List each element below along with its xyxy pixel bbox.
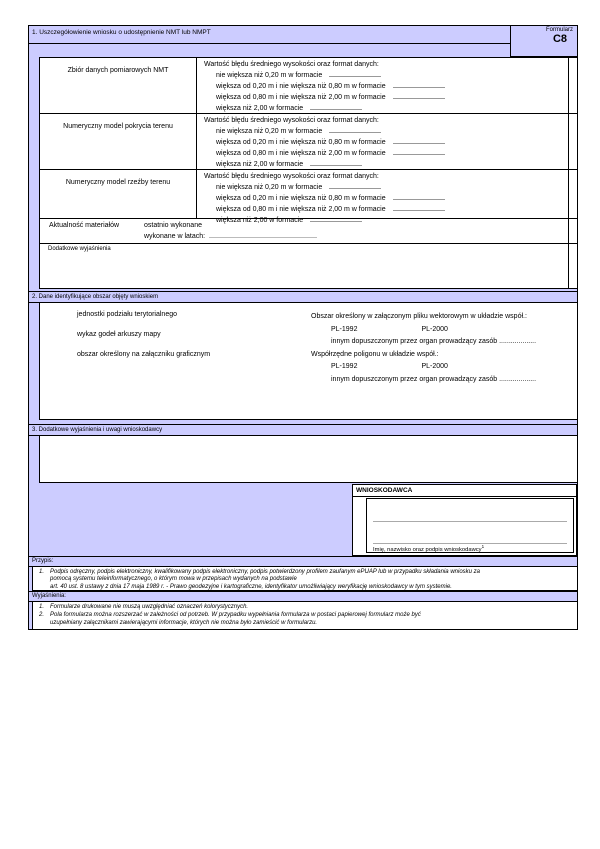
- wnioskodawca-title: WNIOSKODAWCA: [353, 485, 576, 497]
- option-label: większa od 0,20 m i nie większa niż 0,80 m w formacie: [216, 83, 386, 90]
- right-spacer: [568, 114, 577, 169]
- przypis-box: [32, 567, 578, 591]
- wyjasnienia-item-number: 2.: [39, 612, 45, 619]
- format-field[interactable]: [329, 70, 381, 77]
- right-spacer: [568, 219, 577, 243]
- error-heading: Wartość błędu średniego wysokości oraz format danych:: [204, 117, 379, 124]
- section3-title: 3. Dodatkowe wyjaśnienia i uwagi wnioskodawcy: [29, 424, 577, 436]
- section1-header: [29, 26, 577, 57]
- wyjasnienia-item-line: uzupełniany załącznikami zawierającymi informacje, których nie można było zamieścić w formularzu.: [50, 619, 318, 626]
- row-label: Numeryczny model rzeźby terenu: [40, 170, 197, 218]
- option-label: większa niż 2,00 w formacie: [216, 105, 304, 112]
- format-field[interactable]: [393, 193, 445, 200]
- format-field[interactable]: [329, 182, 381, 189]
- signature-footnote-ref: 1: [481, 544, 485, 549]
- wyjasnienia-item-line: Formularze drukowane nie muszą uwzględniać oznaczeń kolorystycznych.: [50, 604, 249, 610]
- option-label: nie większa niż 0,20 m w formacie: [216, 184, 323, 191]
- crs-other-field[interactable]: ...................: [499, 375, 537, 383]
- format-field[interactable]: [393, 204, 445, 211]
- row-zbior-danych-nmt: [40, 58, 577, 114]
- section2-title: 2. Dane identyfikujące obszar objęty wnioskiem: [29, 291, 577, 303]
- przypis-item-number: 1.: [39, 569, 45, 575]
- crs-pl1992: PL-1992: [331, 363, 358, 370]
- years-field[interactable]: [209, 231, 317, 238]
- format-field[interactable]: [310, 159, 362, 166]
- format-field[interactable]: [310, 103, 362, 110]
- right-spacer: [568, 244, 577, 288]
- row-model-rzezby: [40, 170, 577, 224]
- option-label: nie większa niż 0,20 m w formacie: [216, 128, 323, 135]
- section1-table: [39, 57, 578, 289]
- crs-other-field[interactable]: ...................: [499, 338, 537, 345]
- crs-pl2000: PL-2000: [421, 363, 448, 370]
- row-aktualnosc: [40, 219, 577, 244]
- formularz-cell: [510, 26, 577, 57]
- polygon-heading: Współrzędne poligonu w układzie współ.:: [311, 350, 439, 358]
- signature-box[interactable]: [366, 498, 574, 553]
- option-label: większa od 0,80 m i nie większa niż 2,00 m w formacie: [216, 94, 386, 101]
- option-label: większa od 0,80 m i nie większa niż 2,00 m w formacie: [216, 150, 386, 157]
- row-model-pokrycia: [40, 114, 577, 170]
- wyjasnienia-title: Wyjaśnienia:: [29, 591, 577, 602]
- section3-comments-field[interactable]: [39, 436, 578, 483]
- przypis-title: Przypis:: [29, 556, 577, 567]
- option-label: większa od 0,80 m i nie większa niż 2,00 m w formacie: [216, 206, 386, 213]
- format-field[interactable]: [393, 148, 445, 155]
- form-c8: [28, 25, 578, 630]
- aktualnosc-option-recent: ostatnio wykonane: [144, 222, 202, 229]
- area-option-zalacznik: obszar określony na załączniku graficznym: [77, 351, 211, 358]
- row-label: Numeryczny model pokrycia terenu: [40, 114, 197, 169]
- dodatkowe-wyjasnienia-label: Dodatkowe wyjaśnienia: [48, 246, 111, 252]
- formularz-label: Formularz: [545, 27, 573, 33]
- option-label: większa niż 2,00 w formacie: [216, 217, 304, 224]
- error-heading: Wartość błędu średniego wysokości oraz format danych:: [204, 61, 379, 68]
- formularz-code: C8: [552, 33, 567, 45]
- vector-file-heading: Obszar określony w załączonym pliku wektorowym w układzie współ.:: [311, 313, 527, 320]
- row-label: Zbiór danych pomiarowych NMT: [40, 58, 197, 113]
- wyjasnienia-item-number: 1.: [39, 604, 45, 610]
- wnioskodawca-cell: [352, 484, 577, 556]
- wyjasnienia-item-line: Pola formularza można rozszerzać w zależności od potrzeb. W przypadku wypełniania formularza w postaci papierowej formularz może być: [50, 612, 421, 619]
- aktualnosc-label: Aktualność materiałów: [49, 222, 120, 229]
- crs-other-label: innym dopuszczonym przez organ prowadzący zasób: [331, 338, 498, 345]
- format-field[interactable]: [393, 137, 445, 144]
- option-label: większa niż 2,00 w formacie: [216, 161, 304, 168]
- format-field[interactable]: [329, 126, 381, 133]
- error-heading: Wartość błędu średniego wysokości oraz format danych:: [204, 173, 379, 180]
- right-spacer: [568, 170, 577, 218]
- crs-pl1992: PL-1992: [331, 325, 358, 333]
- section1-title: 1. Uszczegółowienie wniosku o udostępnienie NMT lub NMPT: [29, 26, 510, 44]
- przypis-item-line: art. 40 ust. 8 ustawy z dnia 17 maja 1989 r. - Prawo geodezyjne i kartograficzne, identyfikator umożliwiający weryfikację wnioskodawcy w tym systemie.: [50, 583, 452, 590]
- przypis-item: [39, 569, 573, 591]
- signature-label: Imię, nazwisko oraz podpis wnioskodawcy: [373, 546, 482, 553]
- format-field[interactable]: [393, 81, 445, 88]
- format-field[interactable]: [393, 92, 445, 99]
- dodatkowe-wyjasnienia-field[interactable]: [40, 244, 568, 288]
- area-option-jednostki: jednostki podziału terytorialnego: [77, 311, 178, 318]
- option-label: większa od 0,20 m i nie większa niż 0,80 m w formacie: [216, 139, 386, 146]
- wnioskodawca-row: [29, 483, 577, 556]
- wyjasnienia-box: [32, 602, 578, 630]
- section2-box: [39, 303, 578, 420]
- przypis-item-line: Podpis odręczny, podpis elektroniczny, kwalifikowany podpis elektroniczny, podpis potwierdzony profilem zaufanym ePUAP lub w przypadku składania wniosku za: [50, 569, 480, 575]
- right-spacer: [568, 58, 577, 113]
- option-label: nie większa niż 0,20 m w formacie: [216, 72, 323, 79]
- aktualnosc-option-years: wykonane w latach:: [144, 233, 206, 240]
- wyjasnienia-item: [39, 604, 573, 611]
- crs-other-label: innym dopuszczonym przez organ prowadzący zasób: [331, 375, 498, 383]
- przypis-item-line: pomocą systemu teleinformatycznego, o którym mowa w przepisach wydanych na podstawie: [50, 576, 297, 583]
- crs-pl2000: PL-2000: [421, 325, 448, 333]
- wyjasnienia-item: [39, 612, 573, 627]
- area-option-godla: wykaz godeł arkuszy mapy: [77, 331, 161, 338]
- row-dodatkowe-wyjasnienia: [40, 244, 577, 288]
- option-label: większa od 0,20 m i nie większa niż 0,80 m w formacie: [216, 195, 386, 202]
- signature-line[interactable]: [373, 521, 567, 522]
